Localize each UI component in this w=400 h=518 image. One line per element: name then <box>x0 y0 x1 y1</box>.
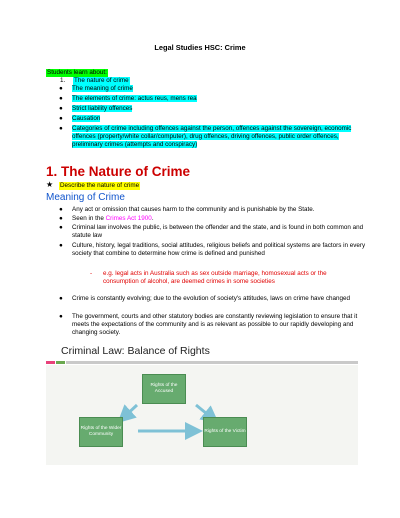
star-item-text: Describe the nature of crime <box>60 182 140 189</box>
bullet-icon: ● <box>59 242 63 249</box>
dash-icon: - <box>90 270 93 277</box>
bullet-icon: ● <box>59 115 63 122</box>
bullet-icon: ● <box>59 95 63 102</box>
arrow-accused-to-community <box>124 405 137 417</box>
learn-point-text: Strict liability offences <box>72 105 133 112</box>
box-rights-community: Rights of the Wider Community <box>79 417 123 447</box>
box-rights-accused: Rights of the Accused <box>142 374 186 404</box>
learn-point-text: Causation <box>72 115 101 122</box>
learn-point-text: The meaning of crime <box>72 85 133 92</box>
bullet-suffix: . <box>151 215 154 222</box>
crimes-act-link[interactable]: Crimes Act 1900 <box>105 215 152 222</box>
bullet-icon: ● <box>59 224 63 231</box>
balance-heading: Criminal Law: Balance of Rights <box>61 345 210 357</box>
divider-pink <box>46 361 55 364</box>
bullet-icon: ● <box>59 206 63 213</box>
bullet-text: Seen in the <box>72 215 106 222</box>
bullet-icon: ● <box>59 105 63 112</box>
bullet-icon: ● <box>59 125 63 132</box>
box-rights-victim: Rights of the Victim <box>203 417 247 447</box>
bullet-icon: ● <box>59 85 63 92</box>
bullet-icon: ● <box>59 215 63 222</box>
divider-green <box>56 361 65 364</box>
learn-about-heading: Students learn about: <box>47 69 107 76</box>
sub-bullet-text: e.g. legal acts in Australia such as sex outside marriage, homosexual acts or the consumption of alcohol, are deemed crimes in some societies <box>103 270 327 286</box>
cycle-arrows <box>46 365 358 465</box>
balance-diagram <box>46 365 358 465</box>
learn-point-text: The elements of crime: actus reus, mens rea <box>72 95 197 102</box>
bullet-icon: ● <box>59 313 63 320</box>
meaning-of-crime-heading: Meaning of Crime <box>46 192 125 203</box>
bullet-text: Crime is constantly evolving; due to the evolution of society's attitudes, laws on crime have changed <box>72 295 351 302</box>
bullet-text: Any act or omission that causes harm to the community and is punishable by the State. <box>72 206 315 213</box>
item-title: The nature of crime <box>74 77 129 84</box>
section-heading: 1. The Nature of Crime <box>46 164 191 179</box>
learn-point-text: Categories of crime including offences against the person, offences against the sovereign, economic offences (property/white collar/computer), drug offences, driving offences, public order offences, preliminary crimes (attempts and conspiracy) <box>72 125 352 149</box>
item-number: 1. <box>60 77 66 84</box>
star-icon: ★ <box>46 180 54 189</box>
bullet-text: The government, courts and other statutory bodies are constantly reviewing legislation to ensure that it meets the expectations of the community and is as relevant as possible to our rapidly developing and changing society. <box>72 313 358 337</box>
bullet-text: Culture, history, legal traditions, social attitudes, religious beliefs and political systems are factors in every society that combine to determine how crime is defined and punished <box>72 242 366 258</box>
document-title: Legal Studies HSC: Crime <box>154 43 246 52</box>
bullet-text: Criminal law involves the public, is between the offender and the state, and is found in both common and statute law <box>72 224 364 240</box>
divider-gray <box>66 361 358 364</box>
bullet-icon: ● <box>59 295 63 302</box>
